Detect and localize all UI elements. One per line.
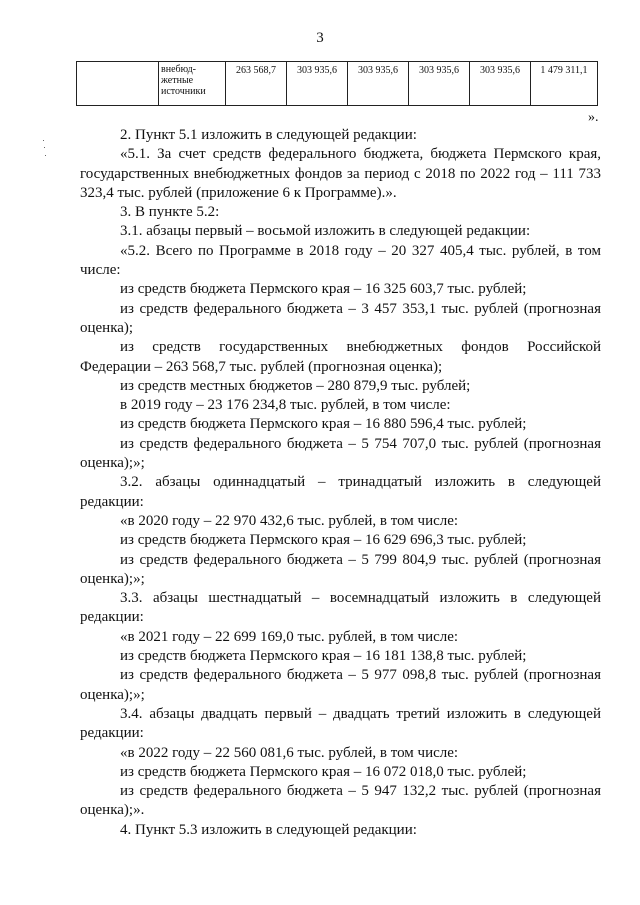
paragraph: из средств федерального бюджета – 5 799 804,9 тыс. рублей (прогнозная оценка);»; <box>80 551 601 587</box>
paragraph: из средств местных бюджетов – 280 879,9 тыс. рублей; <box>120 377 471 394</box>
paragraph: 2. Пункт 5.1 изложить в следующей редакции: <box>120 127 417 143</box>
paragraph: 3.2. абзацы одиннадцатый – тринадцатый изложить в следующей редакции: <box>80 474 601 510</box>
paragraph: из средств бюджета Пермского края – 16 629 696,3 тыс. рублей; <box>120 532 527 549</box>
table-cell-total: 1 479 311,1 <box>531 62 598 106</box>
paragraph: в 2019 году – 23 176 234,8 тыс. рублей, в том числе: <box>120 397 451 414</box>
table-cell-value: 263 568,7 <box>226 62 287 106</box>
paragraph: «в 2020 году – 22 970 432,6 тыс. рублей, в том числе: <box>120 512 459 529</box>
paragraph: из средств бюджета Пермского края – 16 325 603,7 тыс. рублей; <box>120 281 527 298</box>
source-label-line: источники <box>161 86 206 97</box>
funding-table-fragment <box>76 61 598 106</box>
table-cell-empty <box>77 62 159 106</box>
paragraph: 4. Пункт 5.3 изложить в следующей редакции: <box>120 821 417 838</box>
table-cell-value: 303 935,6 <box>409 62 470 106</box>
table-row <box>77 62 598 106</box>
paragraph: из средств федерального бюджета – 5 947 132,2 тыс. рублей (прогнозная оценка);». <box>80 783 601 819</box>
source-label-line: жетные <box>161 75 194 86</box>
table-cell-source-label <box>159 62 226 106</box>
closing-quote-mark: ». <box>588 110 599 125</box>
source-label-line: внебюд- <box>161 64 196 75</box>
paragraph: 3. В пункте 5.2: <box>120 204 220 221</box>
paragraph: «5.1. За счет средств федерального бюджета, бюджета Пермского края, государственных внебюджетных фондов за период с 2018 по 2022 год – 111 733 323,4 тыс. рублей (приложение 6 к Программе).». <box>80 146 601 201</box>
page-number: 3 <box>316 30 324 46</box>
document-body <box>80 126 601 840</box>
paragraph: 3.4. абзацы двадцать первый – двадцать третий изложить в следующей редакции: <box>80 705 601 742</box>
paragraph: из средств бюджета Пермского края – 16 880 596,4 тыс. рублей; <box>120 416 527 433</box>
paragraph: «5.2. Всего по Программе в 2018 году – 20 327 405,4 тыс. рублей, в том числе: <box>80 242 601 279</box>
table-cell-value: 303 935,6 <box>470 62 531 106</box>
paragraph: 3.3. абзацы шестнадцатый – восемнадцатый изложить в следующей редакции: <box>80 590 601 626</box>
paragraph: из средств федерального бюджета – 5 754 707,0 тыс. рублей (прогнозная оценка);»; <box>80 435 601 472</box>
paragraph: «в 2021 году – 22 699 169,0 тыс. рублей, в том числе: <box>120 628 459 645</box>
paragraph: из средств федерального бюджета – 5 977 098,8 тыс. рублей (прогнозная оценка);»; <box>80 667 601 703</box>
paragraph: из средств государственных внебюджетных фондов Российской Федерации – 263 568,7 тыс. рублей (прогнозная оценка); <box>80 339 601 375</box>
paragraph: из средств бюджета Пермского края – 16 072 018,0 тыс. рублей; <box>120 763 527 780</box>
paragraph: «в 2022 году – 22 560 081,6 тыс. рублей, в том числе: <box>120 744 459 761</box>
paragraph: из средств федерального бюджета – 3 457 353,1 тыс. рублей (прогнозная оценка); <box>80 300 601 336</box>
scan-specks <box>42 140 48 160</box>
paragraph: 3.1. абзацы первый – восьмой изложить в следующей редакции: <box>120 223 531 240</box>
paragraph: из средств бюджета Пермского края – 16 181 138,8 тыс. рублей; <box>120 648 527 665</box>
table-cell-value: 303 935,6 <box>287 62 348 106</box>
table-cell-value: 303 935,6 <box>348 62 409 106</box>
